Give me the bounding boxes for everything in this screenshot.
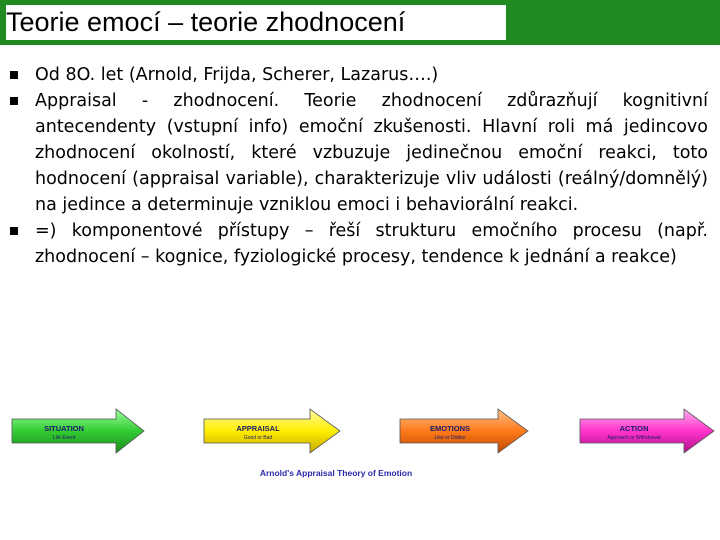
step-label: ACTION (619, 424, 649, 433)
bullet-item (8, 88, 708, 218)
arrow-action (580, 409, 714, 453)
step-label: SITUATION (44, 424, 84, 433)
step-label: APPRAISAL (236, 424, 280, 433)
step-sublabel: Good or Bad (243, 435, 273, 441)
appraisal-diagram (8, 385, 720, 485)
square-bullet-icon (10, 227, 18, 235)
arrow-emotions (400, 409, 528, 453)
bullet-text: =) komponentové přístupy – řeší strukturu emočního procesu (např. zhodnocení – kognice, fyziologické procesy, tendence k jednání a reakce) (35, 221, 708, 267)
arrow-appraisal (204, 409, 340, 453)
diagram-caption: Arnold's Appraisal Theory of Emotion (259, 468, 413, 478)
bullet-text: Appraisal - zhodnocení. Teorie zhodnocení zdůrazňují kognitivní antecendenty (vstupní info) emoční zkušenosti. Hlavní roli má jedincovo zhodnocení okolností, které vzbuzuje jedinečnou emoční reakci, toto hodnocení (appraisal variable), charakterizuje vliv události (reálný/domnělý) na jedince a determinuje vzniklou emoci i behaviorální reakci. (35, 91, 708, 215)
step-label: EMOTIONS (429, 424, 471, 433)
bullet-text: Od 8O. let (Arnold, Frijda, Scherer, Lazarus….) (35, 65, 439, 85)
step-sublabel: Life Event (52, 435, 76, 441)
bullet-item (8, 62, 708, 88)
arrow-situation (12, 409, 144, 453)
title-bar (0, 0, 720, 45)
step-sublabel: Like or Dislike (434, 435, 466, 441)
step-sublabel: Approach or Withdrawal (607, 435, 661, 441)
square-bullet-icon (10, 97, 18, 105)
bullet-list (8, 62, 708, 270)
bullet-item (8, 218, 708, 270)
slide-title: Teorie emocí – teorie zhodnocení (6, 5, 506, 40)
square-bullet-icon (10, 71, 18, 79)
